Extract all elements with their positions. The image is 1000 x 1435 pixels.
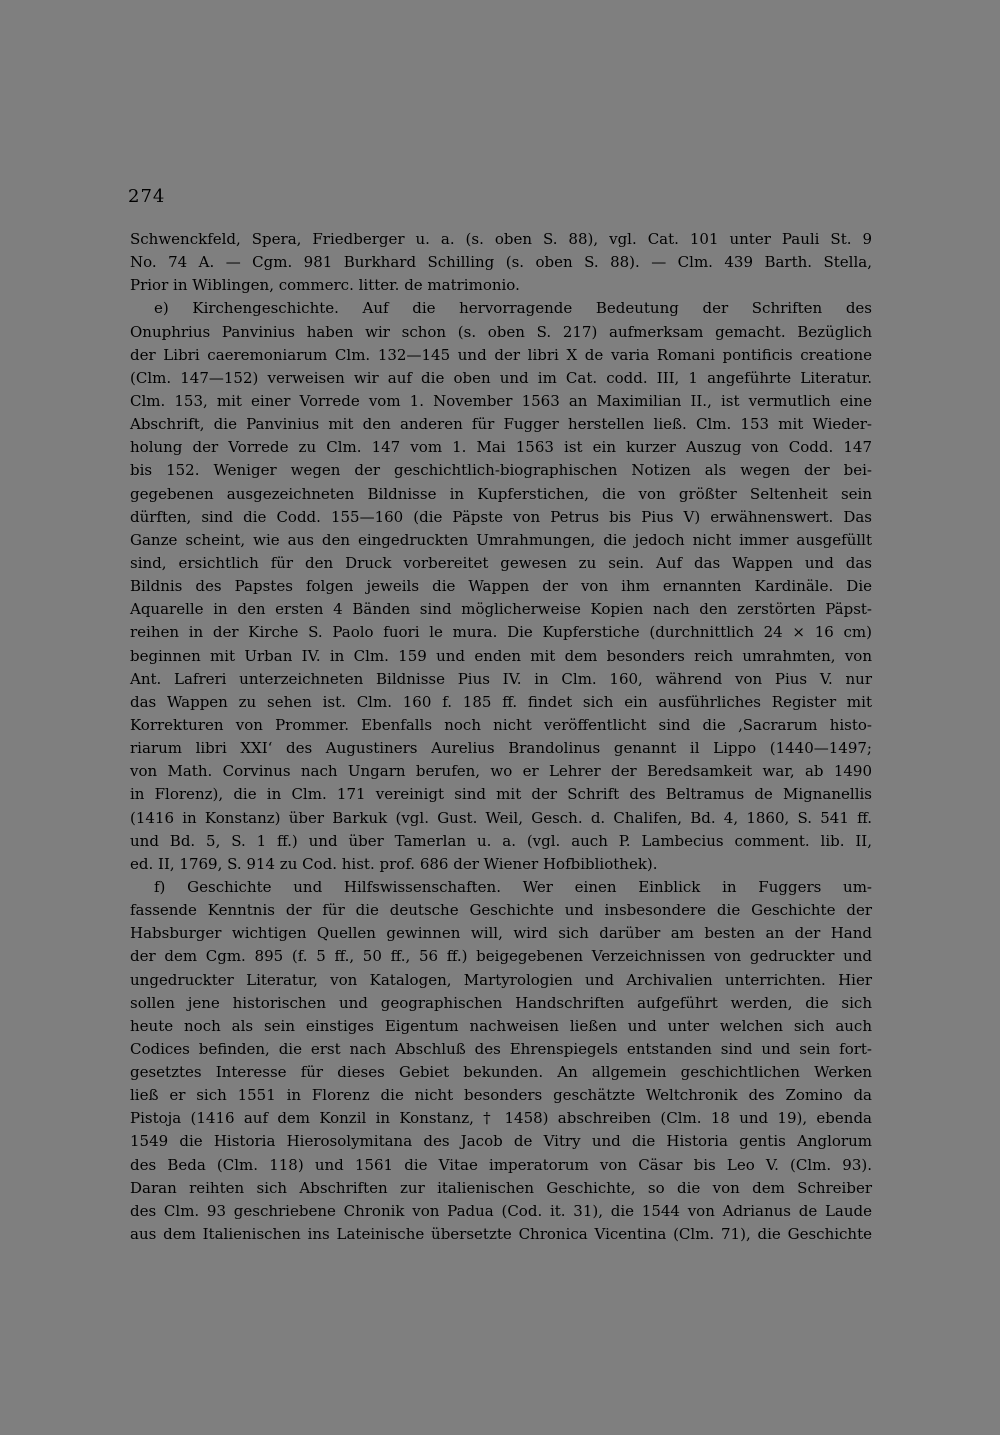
text-line: in Florenz), die in Clm. 171 vereinigt sind mit der Schrift des Beltramus de Mignanellis [130, 785, 872, 804]
section-heading-line: f) Geschichte und Hilfswissenschaften. Wer einen Einblick in Fuggers um- [154, 877, 872, 896]
text-line: fassende Kenntnis der für die deutsche Geschichte und insbesondere die Geschichte der [130, 901, 872, 920]
text-line: gegebenen ausgezeichneten Bildnisse in Kupferstichen, die von größter Seltenheit sein [130, 484, 872, 503]
text-line: Ant. Lafreri unterzeichneten Bildnisse Pius IV. in Clm. 160, während von Pius V. nur [130, 669, 872, 688]
text-line: das Wappen zu sehen ist. Clm. 160 f. 185 ff. findet sich ein ausführliches Register mit [130, 692, 872, 711]
text-line: holung der Vorrede zu Clm. 147 vom 1. Mai 1563 ist ein kurzer Auszug von Codd. 147 [130, 438, 872, 457]
text-line: Clm. 153, mit einer Vorrede vom 1. November 1563 an Maximilian II., ist vermutlich eine [130, 391, 872, 410]
text-line: von Math. Corvinus nach Ungarn berufen, wo er Lehrer der Beredsamkeit war, ab 1490 [130, 762, 872, 781]
text-line: Prior in Wiblingen, commerc. litter. de matrimonio. [130, 276, 520, 295]
text-line: Pistoja (1416 auf dem Konzil in Konstanz, † 1458) abschreiben (Clm. 18 und 19), ebenda [130, 1109, 872, 1128]
text-line: Daran reihten sich Abschriften zur italienischen Geschichte, so die von dem Schreiber [130, 1178, 872, 1197]
text-line: des Beda (Clm. 118) und 1561 die Vitae imperatorum von Cäsar bis Leo V. (Clm. 93). [130, 1155, 872, 1174]
text-line: aus dem Italienischen ins Lateinische übersetzte Chronica Vicentina (Clm. 71), die Geschichte [130, 1225, 872, 1244]
text-line: reihen in der Kirche S. Paolo fuori le mura. Die Kupferstiche (durchnittlich 24 × 16 cm) [130, 623, 872, 642]
text-line: (Clm. 147—152) verweisen wir auf die oben und im Cat. codd. III, 1 angeführte Literatur. [130, 368, 872, 387]
text-line: gesetztes Interesse für dieses Gebiet bekunden. An allgemein geschichtlichen Werken [130, 1063, 872, 1082]
text-line: heute noch als sein einstiges Eigentum nachweisen ließen und unter welchen sich auch [130, 1016, 872, 1035]
text-line: Abschrift, die Panvinius mit den anderen für Fugger herstellen ließ. Clm. 153 mit Wieder- [130, 415, 872, 434]
text-line: des Clm. 93 geschriebene Chronik von Padua (Cod. it. 31), die 1544 von Adrianus de Laude [130, 1201, 872, 1220]
text-line: Bildnis des Papstes folgen jeweils die Wappen der von ihm ernannten Kardinäle. Die [130, 577, 872, 596]
text-line: Aquarelle in den ersten 4 Bänden sind möglicherweise Kopien nach den zerstörten Päpst- [130, 600, 872, 619]
text-line: dürften, sind die Codd. 155—160 (die Päpste von Petrus bis Pius V) erwähnenswert. Das [130, 507, 872, 526]
text-line: ed. II, 1769, S. 914 zu Cod. hist. prof. 686 der Wiener Hofbibliothek). [130, 854, 658, 873]
text-line: Schwenckfeld, Spera, Friedberger u. a. (s. oben S. 88), vgl. Cat. 101 unter Pauli St. 9 [130, 230, 872, 248]
section-heading-line: e) Kirchengeschichte. Auf die hervorragende Bedeutung der Schriften des [154, 299, 872, 318]
text-line: (1416 in Konstanz) über Barkuk (vgl. Gust. Weil, Gesch. d. Chalifen, Bd. 4, 1860, S. 541 ff. [130, 808, 872, 827]
text-line: ließ er sich 1551 in Florenz die nicht besonders geschätzte Weltchronik des Zomino da [130, 1086, 872, 1105]
text-line: sollen jene historischen und geographischen Handschriften aufgeführt werden, die sich [130, 993, 872, 1012]
text-line: Habsburger wichtigen Quellen gewinnen will, wird sich darüber am besten an der Hand [130, 924, 872, 943]
text-line: Codices befinden, die erst nach Abschluß des Ehrenspiegels entstanden sind und sein fort- [130, 1039, 872, 1058]
page-number: 274 [128, 186, 166, 207]
text-line: ungedruckter Literatur, von Katalogen, Martyrologien und Archivalien unterrichten. Hier [130, 970, 872, 989]
text-line: Ganze scheint, wie aus den eingedruckten Umrahmungen, die jedoch nicht immer ausgefüllt [130, 530, 872, 549]
body-text [130, 228, 872, 1246]
text-line: und Bd. 5, S. 1 ff.) und über Tamerlan u. a. (vgl. auch P. Lambecius comment. lib. II, [130, 831, 872, 850]
text-line: Onuphrius Panvinius haben wir schon (s. oben S. 217) aufmerksam gemacht. Bezüglich [130, 322, 872, 341]
text-line: bis 152. Weniger wegen der geschichtlich-biographischen Notizen als wegen der bei- [130, 461, 872, 480]
text-line: der Libri caeremoniarum Clm. 132—145 und der libri X de varia Romani pontificis creatione [130, 345, 872, 364]
text-line: riarum libri XXI‘ des Augustiners Aurelius Brandolinus genannt il Lippo (1440—1497; [130, 739, 872, 758]
text-line: Korrekturen von Prommer. Ebenfalls noch nicht veröffentlicht sind die ‚Sacrarum histo- [130, 715, 872, 734]
text-line: 1549 die Historia Hierosolymitana des Jacob de Vitry und die Historia gentis Anglorum [130, 1132, 872, 1151]
text-line: beginnen mit Urban IV. in Clm. 159 und enden mit dem besonders reich umrahmten, von [130, 646, 872, 665]
text-line: sind, ersichtlich für den Druck vorbereitet gewesen zu sein. Auf das Wappen und das [130, 553, 872, 572]
text-line: No. 74 A. — Cgm. 981 Burkhard Schilling (s. oben S. 88). — Clm. 439 Barth. Stella, [130, 253, 872, 272]
text-line: der dem Cgm. 895 (f. 5 ff., 50 ff., 56 ff.) beigegebenen Verzeichnissen von gedruckter und [130, 947, 872, 966]
